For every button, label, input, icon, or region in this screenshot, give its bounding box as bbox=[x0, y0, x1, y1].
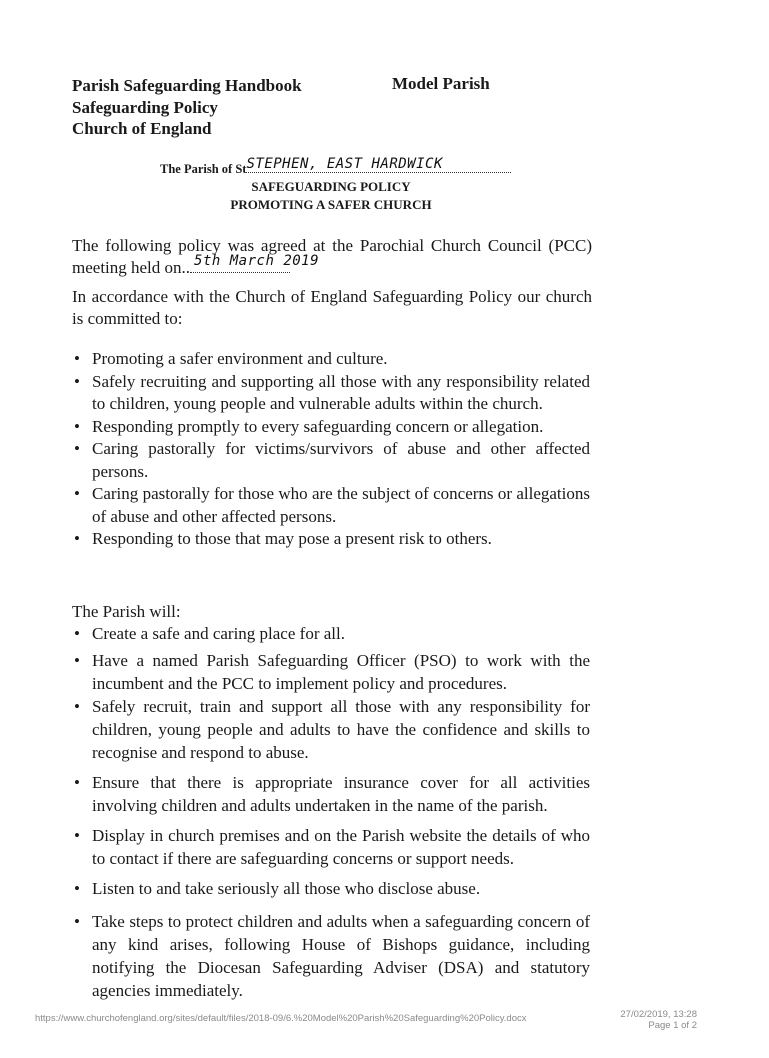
list-item: • Caring pastorally for victims/survivors of abuse and other affected persons. bbox=[72, 438, 590, 483]
commitment-intro: In accordance with the Church of England Safeguarding Policy our church is committed to: bbox=[72, 287, 592, 328]
list-item: • Responding promptly to every safeguarding concern or allegation. bbox=[72, 416, 590, 439]
list-item: • Promoting a safer environment and culture. bbox=[72, 348, 590, 371]
parish-name-line bbox=[160, 156, 511, 177]
page-number: Page 1 of 2 bbox=[648, 1020, 697, 1031]
list-item: • Create a safe and caring place for all. bbox=[72, 622, 590, 645]
model-parish-label: Model Parish bbox=[392, 74, 490, 93]
list-item: • Safely recruiting and supporting all those with any responsibility related to children, young people and vulnerable adults within the church. bbox=[72, 371, 590, 416]
list-item: • Safely recruit, train and support all those with any responsibility for children, young people and adults to have the confidence and skills to recognise and respond to abuse. bbox=[72, 695, 590, 764]
handwritten-parish-name: STEPHEN, EAST HARDWICK bbox=[246, 156, 443, 172]
handbook-header bbox=[72, 75, 302, 140]
print-datetime: 27/02/2019, 13:28 bbox=[620, 1009, 697, 1020]
agreement-text: The following policy was agreed at the Parochial Church Council (PCC) meeting held on.. bbox=[72, 236, 592, 277]
parish-will-heading: The Parish will: bbox=[72, 602, 181, 621]
policy-subtitle: PROMOTING A SAFER CHURCH bbox=[230, 197, 432, 212]
commitment-list bbox=[72, 348, 590, 551]
list-item: • Ensure that there is appropriate insurance cover for all activities involving children and adults undertaken in the name of the parish. bbox=[72, 771, 590, 817]
list-item: • Have a named Parish Safeguarding Officer (PSO) to work with the incumbent and the PCC to implement policy and procedures. bbox=[72, 649, 590, 695]
parish-prefix: The Parish of St bbox=[160, 162, 247, 176]
header-line: Church of England bbox=[72, 119, 212, 138]
list-item: • Display in church premises and on the Parish website the details of who to contact if there are safeguarding concerns or support needs. bbox=[72, 824, 590, 870]
list-item: • Listen to and take seriously all those who disclose abuse. bbox=[72, 877, 590, 900]
agreement-paragraph bbox=[72, 235, 592, 279]
print-footer-url: https://www.churchofengland.org/sites/default/files/2018-09/6.%20Model%20Parish%20Safeguarding%20Policy.docx bbox=[35, 1013, 527, 1024]
list-item: • Take steps to protect children and adults when a safeguarding concern of any kind arises, following House of Bishops guidance, including notifying the Diocesan Safeguarding Adviser (DSA) and statutory agencies immediately. bbox=[72, 910, 590, 1002]
parish-name-field bbox=[246, 156, 511, 173]
handwritten-date: 5th March 2019 bbox=[194, 253, 320, 269]
header-line: Safeguarding Policy bbox=[72, 97, 218, 117]
print-footer-meta bbox=[620, 1009, 697, 1031]
parish-will-list bbox=[72, 622, 590, 1002]
meeting-date-field bbox=[190, 253, 320, 273]
header-line: Parish Safeguarding Handbook bbox=[72, 76, 302, 95]
policy-title: SAFEGUARDING POLICY bbox=[251, 179, 411, 194]
list-item: • Caring pastorally for those who are the subject of concerns or allegations of abuse and other affected persons. bbox=[72, 483, 590, 528]
list-item: • Responding to those that may pose a present risk to others. bbox=[72, 528, 590, 551]
